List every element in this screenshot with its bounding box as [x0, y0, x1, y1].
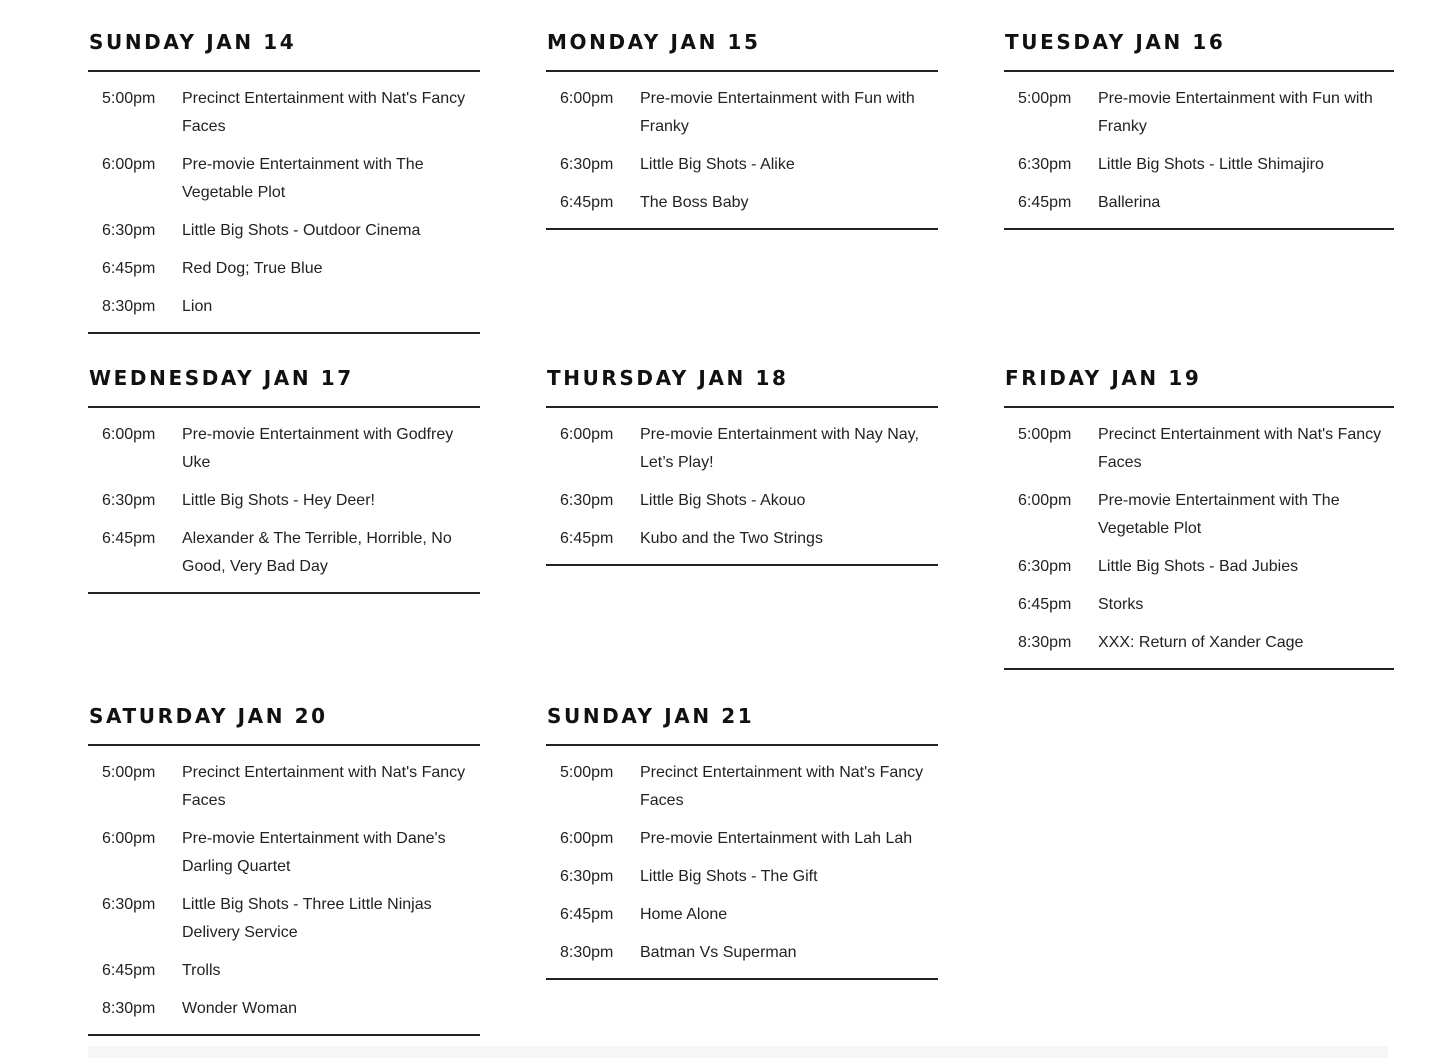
event-time: 8:30pm [102, 298, 156, 315]
event-title: Precinct Entertainment with Nat's Fancy Faces [182, 764, 466, 809]
event-time: 6:30pm [102, 896, 156, 913]
event-time: 8:30pm [560, 944, 614, 961]
event-list [88, 746, 480, 1036]
event-row [546, 934, 938, 972]
event-row [88, 520, 480, 586]
event-time: 6:45pm [102, 530, 156, 547]
event-title: Pre-movie Entertainment with Nay Nay, Let’s Play! [640, 426, 919, 471]
event-time: 6:00pm [102, 426, 156, 443]
event-time: 6:30pm [102, 492, 156, 509]
event-title: Pre-movie Entertainment with Fun with Franky [1098, 90, 1373, 135]
event-title: Batman Vs Superman [640, 944, 797, 961]
event-title: Little Big Shots - Three Little Ninjas Delivery Service [182, 896, 432, 941]
event-time: 6:45pm [1018, 194, 1072, 211]
event-row [88, 416, 480, 482]
event-title: Red Dog; True Blue [182, 260, 323, 277]
event-time: 8:30pm [1018, 634, 1072, 651]
day-schedule-thu-jan-18 [546, 364, 938, 566]
event-row [1004, 548, 1394, 586]
event-row [546, 80, 938, 146]
event-title: Little Big Shots - Bad Jubies [1098, 558, 1299, 575]
event-title: Kubo and the Two Strings [640, 530, 823, 547]
event-row [88, 146, 480, 212]
day-schedule-wed-jan-17 [88, 364, 480, 594]
event-time: 6:00pm [560, 830, 614, 847]
event-title: Precinct Entertainment with Nat's Fancy Faces [640, 764, 924, 809]
event-row [88, 754, 480, 820]
event-time: 6:00pm [102, 830, 156, 847]
event-title: Storks [1098, 596, 1144, 613]
day-schedule-sun-jan-14 [88, 28, 480, 334]
event-row [88, 820, 480, 886]
event-time: 6:45pm [560, 194, 614, 211]
day-heading: THURSDAY JAN 18 [547, 366, 789, 390]
event-title: Precinct Entertainment with Nat's Fancy Faces [182, 90, 466, 135]
event-time: 6:45pm [102, 962, 156, 979]
event-list [1004, 72, 1394, 230]
event-row [546, 520, 938, 558]
day-heading: TUESDAY JAN 16 [1005, 30, 1226, 54]
event-title: Lion [182, 298, 213, 315]
event-title: Little Big Shots - Alike [640, 156, 795, 173]
event-time: 6:30pm [560, 492, 614, 509]
event-time: 5:00pm [1018, 90, 1072, 107]
day-heading: FRIDAY JAN 19 [1005, 366, 1202, 390]
event-title: Little Big Shots - Little Shimajiro [1098, 156, 1324, 173]
event-time: 6:45pm [1018, 596, 1072, 613]
event-title: XXX: Return of Xander Cage [1098, 634, 1304, 651]
day-heading: WEDNESDAY JAN 17 [89, 366, 354, 390]
day-heading: SUNDAY JAN 14 [89, 30, 297, 54]
event-row [546, 754, 938, 820]
event-time: 6:00pm [560, 90, 614, 107]
event-title: Precinct Entertainment with Nat's Fancy Faces [1098, 426, 1382, 471]
event-title: Pre-movie Entertainment with The Vegetable Plot [182, 156, 424, 201]
event-row [546, 896, 938, 934]
event-title: Home Alone [640, 906, 728, 923]
event-row [546, 858, 938, 896]
day-heading: MONDAY JAN 15 [547, 30, 761, 54]
event-time: 6:00pm [1018, 492, 1072, 509]
event-list [88, 72, 480, 334]
event-row [1004, 184, 1394, 222]
day-schedule-tue-jan-16 [1004, 28, 1394, 230]
day-schedule-sun-jan-21 [546, 702, 938, 980]
event-row [546, 482, 938, 520]
event-time: 5:00pm [102, 764, 156, 781]
event-list [1004, 408, 1394, 670]
day-schedule-sat-jan-20 [88, 702, 480, 1036]
event-row [1004, 416, 1394, 482]
event-title: Pre-movie Entertainment with Godfrey Uke [182, 426, 454, 471]
event-time: 6:45pm [560, 906, 614, 923]
event-title: The Boss Baby [640, 194, 749, 211]
event-list [546, 408, 938, 566]
event-time: 6:00pm [102, 156, 156, 173]
event-time: 5:00pm [1018, 426, 1072, 443]
day-heading: SUNDAY JAN 21 [547, 704, 755, 728]
event-row [546, 416, 938, 482]
event-list [88, 408, 480, 594]
event-time: 6:30pm [1018, 156, 1072, 173]
day-heading: SATURDAY JAN 20 [89, 704, 328, 728]
event-title: Alexander & The Terrible, Horrible, No Good, Very Bad Day [182, 530, 452, 575]
event-time: 5:00pm [102, 90, 156, 107]
event-list [546, 746, 938, 980]
event-title: Little Big Shots - Hey Deer! [182, 492, 375, 509]
event-row [88, 250, 480, 288]
event-time: 6:30pm [560, 868, 614, 885]
event-row [1004, 482, 1394, 548]
event-time: 6:45pm [102, 260, 156, 277]
event-row [1004, 586, 1394, 624]
event-time: 5:00pm [560, 764, 614, 781]
event-row [88, 288, 480, 326]
event-time: 6:30pm [560, 156, 614, 173]
event-title: Pre-movie Entertainment with The Vegetable Plot [1098, 492, 1340, 537]
event-title: Trolls [182, 962, 221, 979]
event-row [88, 990, 480, 1028]
event-row [1004, 624, 1394, 662]
event-time: 6:30pm [1018, 558, 1072, 575]
event-title: Wonder Woman [182, 1000, 298, 1017]
event-title: Pre-movie Entertainment with Fun with Franky [640, 90, 915, 135]
event-time: 6:30pm [102, 222, 156, 239]
event-title: Little Big Shots - The Gift [640, 868, 818, 885]
event-row [88, 482, 480, 520]
event-row [88, 212, 480, 250]
event-title: Pre-movie Entertainment with Lah Lah [640, 830, 913, 847]
event-row [88, 952, 480, 990]
event-title: Little Big Shots - Akouo [640, 492, 806, 509]
event-row [546, 184, 938, 222]
event-row [1004, 146, 1394, 184]
event-time: 6:00pm [560, 426, 614, 443]
event-row [1004, 80, 1394, 146]
day-schedule-mon-jan-15 [546, 28, 938, 230]
day-schedule-fri-jan-19 [1004, 364, 1394, 670]
event-list [546, 72, 938, 230]
event-row [88, 886, 480, 952]
event-row [546, 820, 938, 858]
event-time: 8:30pm [102, 1000, 156, 1017]
event-title: Pre-movie Entertainment with Dane's Darling Quartet [182, 830, 446, 875]
event-row [88, 80, 480, 146]
page-bottom-band [88, 1046, 1388, 1058]
event-title: Little Big Shots - Outdoor Cinema [182, 222, 421, 239]
event-time: 6:45pm [560, 530, 614, 547]
event-row [546, 146, 938, 184]
event-title: Ballerina [1098, 194, 1161, 211]
